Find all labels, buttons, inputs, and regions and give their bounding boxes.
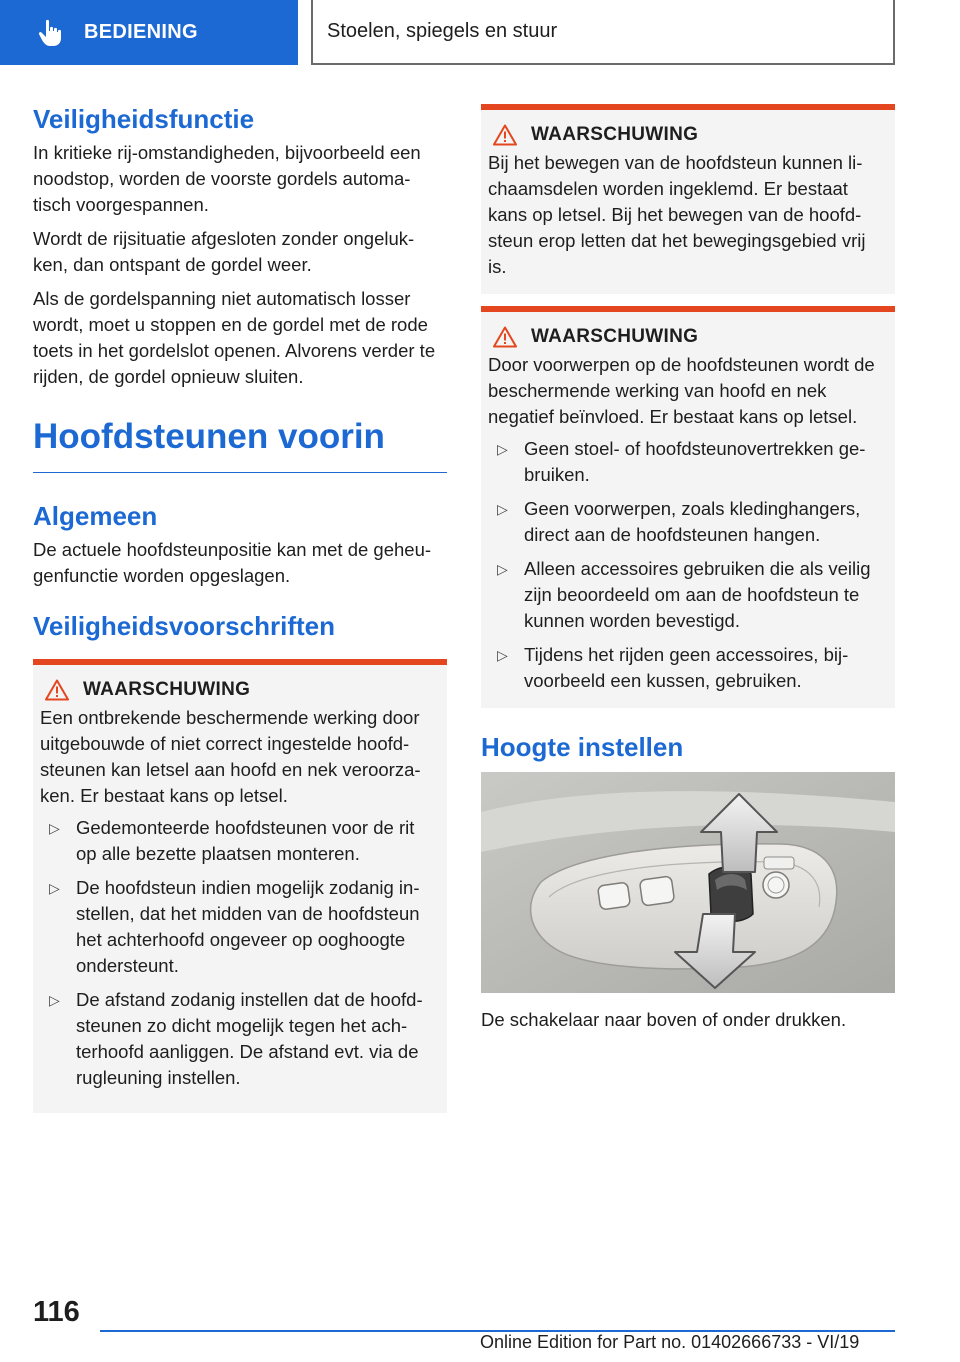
page-number: 116	[33, 1296, 80, 1328]
list-item: ▷ Geen voorwerpen, zoals kledinghangers, direct aan de hoofdsteunen hangen.	[488, 496, 887, 548]
paragraph: In kritieke rij-omstandigheden, bijvoorbeeld een noodstop, worden de voorste gordels automa‐tisch voorgespannen.	[33, 142, 421, 215]
warning-triangle-icon	[45, 679, 69, 701]
warning-header	[488, 124, 887, 146]
warning-box	[481, 306, 895, 708]
list-item: ▷ De hoofdsteun indien mogelijk zodanig in‐stellen, dat het midden van de hoofdsteun het achterhoofd ongeveer op ooghoogte ondersteunt.	[40, 875, 439, 979]
triangle-bullet-icon: ▷	[497, 647, 508, 663]
list-item: ▷ Geen stoel- of hoofdsteunovertrekken ge‐bruiken.	[488, 436, 887, 488]
triangle-bullet-icon: ▷	[497, 441, 508, 457]
chapter-title	[311, 0, 895, 65]
hand-pointer-icon	[36, 18, 66, 48]
warning-header	[488, 326, 887, 348]
right-column	[481, 104, 895, 1041]
bullet-list	[40, 815, 439, 1091]
paragraph: De actuele hoofdsteunpositie kan met de geheu‐genfunctie worden opgeslagen.	[33, 539, 432, 586]
section-label: BEDIENING	[84, 21, 198, 43]
heading-hoogte-instellen: Hoogte instellen	[481, 732, 684, 762]
list-item: ▷ Gedemonteerde hoofdsteunen voor de rit op alle bezette plaatsen monteren.	[40, 815, 439, 867]
warning-triangle-icon	[493, 124, 517, 146]
section-tab[interactable]	[0, 0, 298, 65]
warning-box	[481, 104, 895, 294]
triangle-bullet-icon: ▷	[497, 501, 508, 517]
image-caption: De schakelaar naar boven of onder drukken.	[481, 1009, 847, 1030]
warning-text: Bij het bewegen van de hoofdsteun kunnen li‐chaamsdelen worden ingeklemd. Er bestaat kans op letsel. Bij het bewegen van de hoofd‐steun erop letten dat het bewegingsgebied vrij is.	[488, 152, 866, 277]
heading-veiligheidsfunctie: Veiligheidsfunctie	[33, 104, 255, 134]
triangle-bullet-icon: ▷	[49, 820, 60, 836]
list-item: ▷ Alleen accessoires gebruiken die als veilig zijn beoordeeld om aan de hoofdsteun te kunnen worden bevestigd.	[488, 556, 887, 634]
heading-veiligheidsvoorschriften: Veiligheidsvoorschriften	[33, 611, 335, 641]
left-column	[33, 100, 447, 1113]
warning-title: WAARSCHUWING	[531, 326, 699, 347]
heading-algemeen: Algemeen	[33, 501, 158, 531]
warning-triangle-icon	[493, 326, 517, 348]
warning-text: Door voorwerpen op de hoofdsteunen wordt de beschermende werking van hoofd en nek negatief beïnvloed. Er bestaat kans op letsel.	[488, 354, 875, 427]
paragraph: Als de gordelspanning niet automatisch losser wordt, moet u stoppen en de gordel met de rode toets in het gordelslot openen. Alvorens verder te rijden, de gordel opnieuw sluiten.	[33, 288, 436, 387]
warning-text: Een ontbrekende beschermende werking door uitgebouwde of niet correct ingestelde hoofd‐steunen kan letsel aan hoofd en nek veroorza‐ken. Er bestaat kans op letsel.	[40, 707, 421, 806]
warning-title: WAARSCHUWING	[531, 124, 699, 145]
footer-edition: Online Edition for Part no. 01402666733 - VI/19	[480, 1332, 860, 1352]
triangle-bullet-icon: ▷	[49, 880, 60, 896]
warning-box	[33, 659, 447, 1113]
triangle-bullet-icon: ▷	[497, 561, 508, 577]
list-item: ▷ De afstand zodanig instellen dat de hoofd‐steunen zo dicht mogelijk tegen het ach‐terhoofd aanliggen. De afstand evt. via de rugleuning instellen.	[40, 987, 439, 1091]
bullet-list	[488, 436, 887, 694]
chapter-title-text: Stoelen, spiegels en stuur	[327, 20, 558, 42]
triangle-bullet-icon: ▷	[49, 992, 60, 1008]
paragraph: Wordt de rijsituatie afgesloten zonder ongeluk‐ken, dan ontspant de gordel weer.	[33, 228, 415, 275]
warning-header	[40, 679, 439, 701]
warning-title: WAARSCHUWING	[83, 679, 251, 700]
seat-switch-photo	[481, 772, 895, 993]
heading-hoofdsteunen: Hoofdsteunen voorin	[33, 412, 447, 473]
list-item: ▷ Tijdens het rijden geen accessoires, bij‐voorbeeld een kussen, gebruiken.	[488, 642, 887, 694]
